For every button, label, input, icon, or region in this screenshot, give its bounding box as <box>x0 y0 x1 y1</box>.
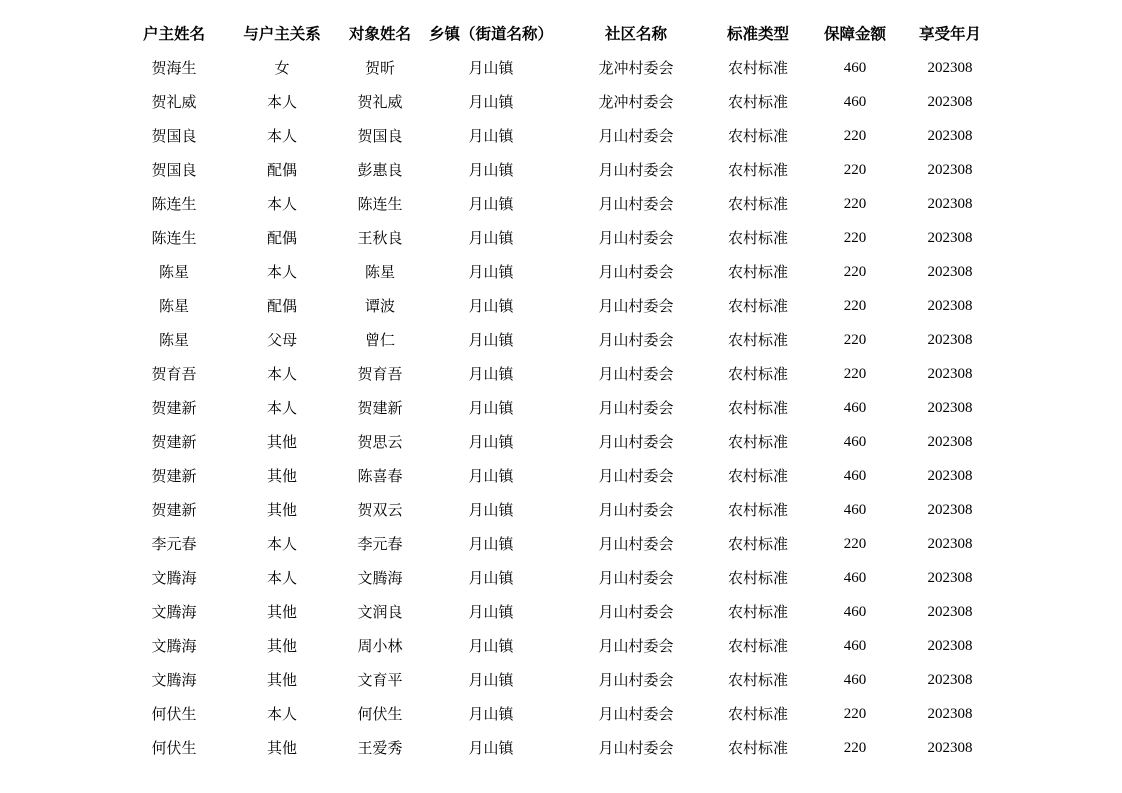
township-cell: 月山镇 <box>468 331 514 349</box>
relationship-cell: 配偶 <box>266 297 297 315</box>
household-head-cell: 陈连生 <box>151 229 197 247</box>
table-row <box>0 561 1122 595</box>
household-head-cell: 贺国良 <box>151 127 197 145</box>
standard-type-cell: 农村标准 <box>727 467 788 485</box>
household-head-cell: 何伏生 <box>151 739 197 757</box>
township-cell: 月山镇 <box>468 603 514 621</box>
recipient-name-cell: 贺思云 <box>357 433 403 451</box>
column-header-relationship: 与户主关系 <box>243 24 321 43</box>
recipient-name-cell: 周小林 <box>357 637 403 655</box>
household-head-cell: 贺海生 <box>151 59 197 77</box>
amount-cell: 220 <box>843 536 867 552</box>
township-cell: 月山镇 <box>468 433 514 451</box>
relationship-cell: 其他 <box>266 467 297 485</box>
standard-type-cell: 农村标准 <box>727 671 788 689</box>
relationship-cell: 本人 <box>266 569 297 587</box>
recipient-name-cell: 谭波 <box>364 297 395 315</box>
community-cell: 月山村委会 <box>598 705 674 723</box>
community-cell: 月山村委会 <box>598 535 674 553</box>
month-cell: 202308 <box>927 60 973 76</box>
table-row <box>0 629 1122 663</box>
amount-cell: 220 <box>843 196 867 212</box>
recipient-name-cell: 李元春 <box>357 535 403 553</box>
month-cell: 202308 <box>927 230 973 246</box>
amount-cell: 220 <box>843 298 867 314</box>
recipient-name-cell: 陈喜春 <box>357 467 403 485</box>
table-row <box>0 85 1122 119</box>
month-cell: 202308 <box>927 128 973 144</box>
relationship-cell: 其他 <box>266 501 297 519</box>
relationship-cell: 本人 <box>266 195 297 213</box>
table-row <box>0 323 1122 357</box>
standard-type-cell: 农村标准 <box>727 399 788 417</box>
standard-type-cell: 农村标准 <box>727 501 788 519</box>
month-cell: 202308 <box>927 604 973 620</box>
community-cell: 月山村委会 <box>598 603 674 621</box>
standard-type-cell: 农村标准 <box>727 331 788 349</box>
household-head-cell: 陈星 <box>158 331 189 349</box>
amount-cell: 220 <box>843 366 867 382</box>
standard-type-cell: 农村标准 <box>727 297 788 315</box>
beneficiary-table <box>0 17 1122 765</box>
recipient-name-cell: 贺礼威 <box>357 93 403 111</box>
standard-type-cell: 农村标准 <box>727 603 788 621</box>
relationship-cell: 配偶 <box>266 161 297 179</box>
relationship-cell: 本人 <box>266 705 297 723</box>
column-header-standard-type: 标准类型 <box>726 24 789 43</box>
community-cell: 月山村委会 <box>598 331 674 349</box>
amount-cell: 220 <box>843 128 867 144</box>
community-cell: 月山村委会 <box>598 501 674 519</box>
household-head-cell: 陈星 <box>158 297 189 315</box>
table-row <box>0 697 1122 731</box>
household-head-cell: 贺建新 <box>151 433 197 451</box>
standard-type-cell: 农村标准 <box>727 263 788 281</box>
amount-cell: 220 <box>843 264 867 280</box>
table-row <box>0 731 1122 765</box>
township-cell: 月山镇 <box>468 59 514 77</box>
standard-type-cell: 农村标准 <box>727 569 788 587</box>
recipient-name-cell: 彭惠良 <box>357 161 403 179</box>
relationship-cell: 本人 <box>266 93 297 111</box>
month-cell: 202308 <box>927 94 973 110</box>
month-cell: 202308 <box>927 468 973 484</box>
amount-cell: 220 <box>843 162 867 178</box>
community-cell: 月山村委会 <box>598 263 674 281</box>
township-cell: 月山镇 <box>468 739 514 757</box>
table-row <box>0 187 1122 221</box>
month-cell: 202308 <box>927 400 973 416</box>
recipient-name-cell: 何伏生 <box>357 705 403 723</box>
table-row <box>0 357 1122 391</box>
amount-cell: 220 <box>843 740 867 756</box>
column-header-month: 享受年月 <box>918 24 981 43</box>
amount-cell: 220 <box>843 230 867 246</box>
relationship-cell: 其他 <box>266 637 297 655</box>
table-row <box>0 255 1122 289</box>
month-cell: 202308 <box>927 502 973 518</box>
relationship-cell: 女 <box>274 59 290 77</box>
month-cell: 202308 <box>927 536 973 552</box>
relationship-cell: 配偶 <box>266 229 297 247</box>
household-head-cell: 文腾海 <box>151 671 197 689</box>
table-row <box>0 595 1122 629</box>
household-head-cell: 何伏生 <box>151 705 197 723</box>
household-head-cell: 文腾海 <box>151 603 197 621</box>
township-cell: 月山镇 <box>468 569 514 587</box>
standard-type-cell: 农村标准 <box>727 195 788 213</box>
amount-cell: 460 <box>843 94 867 110</box>
month-cell: 202308 <box>927 332 973 348</box>
table-body <box>0 51 1122 765</box>
recipient-name-cell: 贺昕 <box>364 59 395 77</box>
table-row <box>0 459 1122 493</box>
community-cell: 月山村委会 <box>598 399 674 417</box>
table-row <box>0 289 1122 323</box>
amount-cell: 460 <box>843 638 867 654</box>
table-row <box>0 527 1122 561</box>
month-cell: 202308 <box>927 570 973 586</box>
relationship-cell: 父母 <box>266 331 297 349</box>
amount-cell: 460 <box>843 604 867 620</box>
standard-type-cell: 农村标准 <box>727 705 788 723</box>
relationship-cell: 本人 <box>266 263 297 281</box>
amount-cell: 460 <box>843 502 867 518</box>
community-cell: 月山村委会 <box>598 467 674 485</box>
household-head-cell: 文腾海 <box>151 569 197 587</box>
amount-cell: 460 <box>843 400 867 416</box>
month-cell: 202308 <box>927 366 973 382</box>
table-header-row <box>0 17 1122 51</box>
township-cell: 月山镇 <box>468 399 514 417</box>
relationship-cell: 其他 <box>266 433 297 451</box>
standard-type-cell: 农村标准 <box>727 739 788 757</box>
recipient-name-cell: 王爱秀 <box>357 739 403 757</box>
standard-type-cell: 农村标准 <box>727 535 788 553</box>
column-header-community: 社区名称 <box>604 24 667 43</box>
community-cell: 月山村委会 <box>598 229 674 247</box>
month-cell: 202308 <box>927 298 973 314</box>
community-cell: 月山村委会 <box>598 161 674 179</box>
township-cell: 月山镇 <box>468 365 514 383</box>
household-head-cell: 贺建新 <box>151 467 197 485</box>
household-head-cell: 贺育吾 <box>151 365 197 383</box>
month-cell: 202308 <box>927 740 973 756</box>
household-head-cell: 陈星 <box>158 263 189 281</box>
township-cell: 月山镇 <box>468 229 514 247</box>
household-head-cell: 文腾海 <box>151 637 197 655</box>
recipient-name-cell: 文腾海 <box>357 569 403 587</box>
household-head-cell: 贺国良 <box>151 161 197 179</box>
community-cell: 月山村委会 <box>598 195 674 213</box>
recipient-name-cell: 贺建新 <box>357 399 403 417</box>
household-head-cell: 贺建新 <box>151 501 197 519</box>
amount-cell: 220 <box>843 706 867 722</box>
standard-type-cell: 农村标准 <box>727 637 788 655</box>
relationship-cell: 其他 <box>266 739 297 757</box>
township-cell: 月山镇 <box>468 501 514 519</box>
community-cell: 龙冲村委会 <box>598 59 674 77</box>
household-head-cell: 陈连生 <box>151 195 197 213</box>
community-cell: 月山村委会 <box>598 127 674 145</box>
month-cell: 202308 <box>927 672 973 688</box>
standard-type-cell: 农村标准 <box>727 161 788 179</box>
recipient-name-cell: 贺国良 <box>357 127 403 145</box>
amount-cell: 460 <box>843 672 867 688</box>
column-header-township: 乡镇（街道名称） <box>428 24 553 43</box>
amount-cell: 460 <box>843 570 867 586</box>
relationship-cell: 其他 <box>266 603 297 621</box>
community-cell: 月山村委会 <box>598 569 674 587</box>
standard-type-cell: 农村标准 <box>727 59 788 77</box>
relationship-cell: 本人 <box>266 535 297 553</box>
amount-cell: 460 <box>843 60 867 76</box>
table-row <box>0 51 1122 85</box>
community-cell: 月山村委会 <box>598 739 674 757</box>
table-row <box>0 663 1122 697</box>
relationship-cell: 本人 <box>266 365 297 383</box>
recipient-name-cell: 文育平 <box>357 671 403 689</box>
township-cell: 月山镇 <box>468 93 514 111</box>
recipient-name-cell: 贺育吾 <box>357 365 403 383</box>
standard-type-cell: 农村标准 <box>727 93 788 111</box>
table-row <box>0 221 1122 255</box>
township-cell: 月山镇 <box>468 195 514 213</box>
township-cell: 月山镇 <box>468 161 514 179</box>
township-cell: 月山镇 <box>468 671 514 689</box>
township-cell: 月山镇 <box>468 705 514 723</box>
standard-type-cell: 农村标准 <box>727 229 788 247</box>
table-row <box>0 425 1122 459</box>
month-cell: 202308 <box>927 638 973 654</box>
column-header-amount: 保障金额 <box>823 24 886 43</box>
township-cell: 月山镇 <box>468 127 514 145</box>
township-cell: 月山镇 <box>468 637 514 655</box>
table-row <box>0 119 1122 153</box>
recipient-name-cell: 文润良 <box>357 603 403 621</box>
amount-cell: 460 <box>843 434 867 450</box>
relationship-cell: 本人 <box>266 399 297 417</box>
recipient-name-cell: 曾仁 <box>364 331 395 349</box>
standard-type-cell: 农村标准 <box>727 365 788 383</box>
standard-type-cell: 农村标准 <box>727 127 788 145</box>
column-header-recipient-name: 对象姓名 <box>348 24 411 43</box>
community-cell: 月山村委会 <box>598 637 674 655</box>
amount-cell: 220 <box>843 332 867 348</box>
relationship-cell: 其他 <box>266 671 297 689</box>
household-head-cell: 贺建新 <box>151 399 197 417</box>
community-cell: 月山村委会 <box>598 297 674 315</box>
community-cell: 龙冲村委会 <box>598 93 674 111</box>
township-cell: 月山镇 <box>468 535 514 553</box>
month-cell: 202308 <box>927 264 973 280</box>
community-cell: 月山村委会 <box>598 671 674 689</box>
township-cell: 月山镇 <box>468 263 514 281</box>
month-cell: 202308 <box>927 196 973 212</box>
standard-type-cell: 农村标准 <box>727 433 788 451</box>
household-head-cell: 贺礼威 <box>151 93 197 111</box>
relationship-cell: 本人 <box>266 127 297 145</box>
township-cell: 月山镇 <box>468 297 514 315</box>
recipient-name-cell: 王秋良 <box>357 229 403 247</box>
table-row <box>0 493 1122 527</box>
amount-cell: 460 <box>843 468 867 484</box>
month-cell: 202308 <box>927 706 973 722</box>
township-cell: 月山镇 <box>468 467 514 485</box>
month-cell: 202308 <box>927 434 973 450</box>
community-cell: 月山村委会 <box>598 365 674 383</box>
recipient-name-cell: 贺双云 <box>357 501 403 519</box>
recipient-name-cell: 陈连生 <box>357 195 403 213</box>
table-row <box>0 153 1122 187</box>
month-cell: 202308 <box>927 162 973 178</box>
household-head-cell: 李元春 <box>151 535 197 553</box>
table-row <box>0 391 1122 425</box>
community-cell: 月山村委会 <box>598 433 674 451</box>
column-header-household-head: 户主姓名 <box>142 24 205 43</box>
recipient-name-cell: 陈星 <box>364 263 395 281</box>
